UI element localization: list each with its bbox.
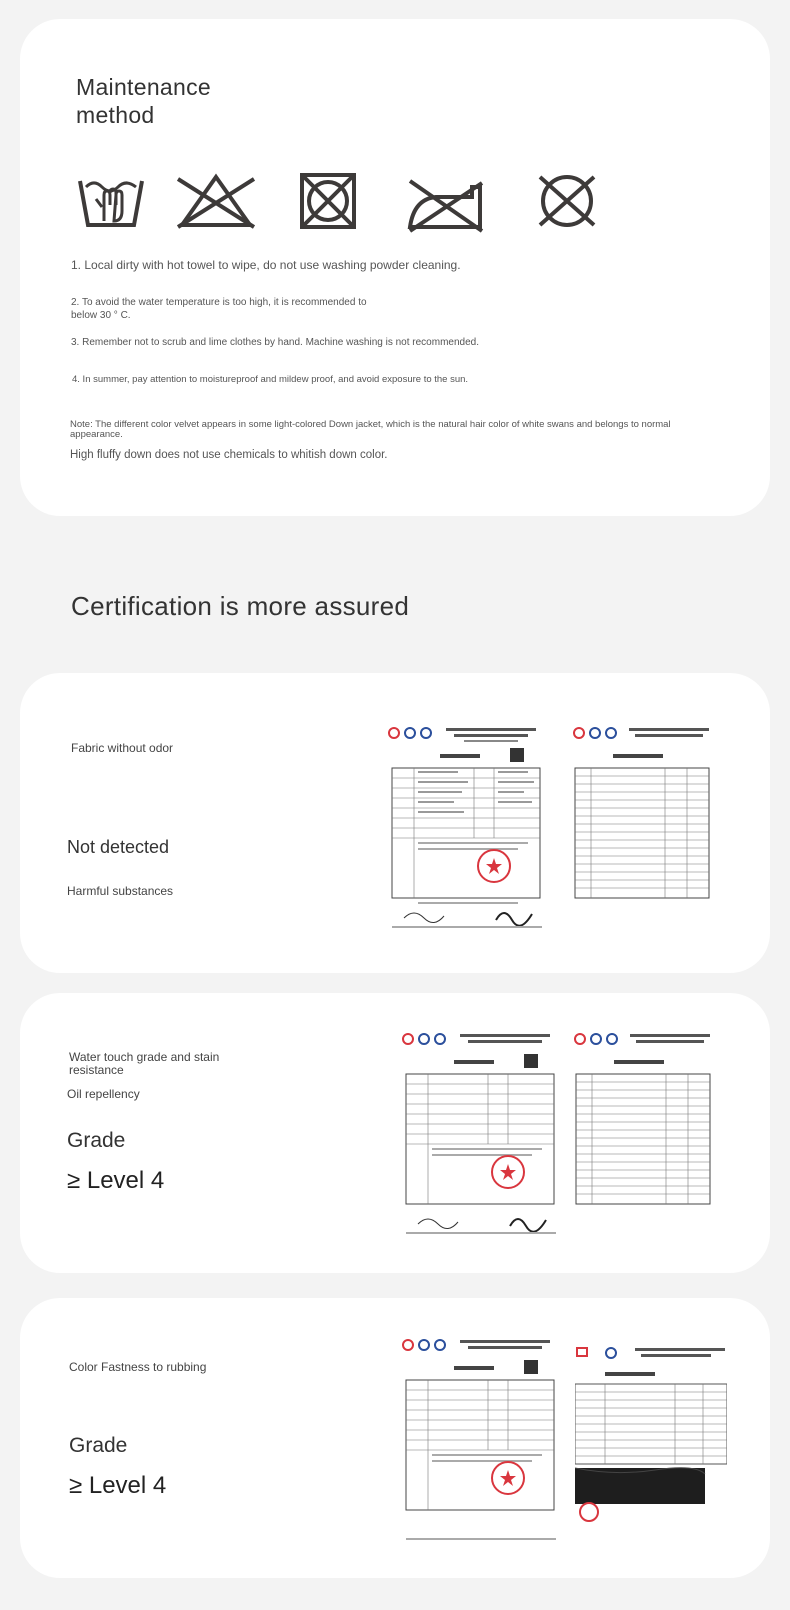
test-report-image	[398, 1030, 564, 1240]
cert-card-water	[20, 993, 770, 1273]
maintenance-note-line3: High fluffy down does not use chemicals to whitish down color.	[70, 449, 388, 461]
rubbing-report-image	[575, 1344, 727, 1524]
cert-card-odor-label: Fabric without odor	[71, 741, 174, 755]
cert-card-rubbing-level: ≥ Level 4	[69, 1472, 167, 1499]
cert-card-rubbing	[20, 1298, 770, 1578]
maintenance-card	[20, 19, 770, 516]
cert-card-water-grade: Grade	[67, 1129, 126, 1152]
no-bleach-icon	[176, 173, 256, 229]
cert-card-odor-value: Not detected	[67, 837, 170, 857]
maintenance-item-1: 1. Local dirty with hot towel to wipe, do not use washing powder cleaning.	[71, 258, 461, 272]
cert-card-water-label-line2: resistance	[69, 1063, 124, 1077]
maintenance-note	[70, 420, 710, 440]
cert-card-water-level: ≥ Level 4	[67, 1167, 165, 1194]
maintenance-item-4: 4. In summer, pay attention to moistureproof and mildew proof, and avoid exposure to the sun.	[72, 374, 469, 385]
no-dry-clean-icon	[536, 171, 598, 231]
test-report-image	[384, 724, 550, 934]
maintenance-item-2-line2: below 30 ° C.	[71, 310, 131, 321]
no-iron-icon	[406, 177, 486, 233]
test-report-appendix-image	[569, 724, 715, 904]
maintenance-item-2-line1: 2. To avoid the water temperature is too high, it is recommended to	[71, 297, 367, 308]
certification-heading: Certification is more assured	[71, 591, 410, 621]
maintenance-note-line1: Note: The different color velvet appears in some light-colored Down jacket, which is the natural hair color of white swans and belongs to normal	[70, 419, 671, 430]
hand-wash-icon	[78, 171, 144, 231]
maintenance-title-line1: Maintenance	[76, 74, 211, 100]
cert-card-water-label2: Oil repellency	[67, 1087, 140, 1101]
no-tumble-dry-icon	[299, 171, 357, 231]
cert-card-rubbing-grade: Grade	[69, 1434, 128, 1457]
cert-card-water-label	[69, 1051, 219, 1077]
test-report-image	[398, 1336, 564, 1546]
maintenance-title	[76, 73, 211, 129]
cert-card-odor-sub: Harmful substances	[67, 884, 174, 898]
maintenance-title-line2: method	[76, 102, 155, 128]
maintenance-note-line2: appearance.	[70, 429, 123, 440]
cert-card-water-label-line1: Water touch grade and stain	[69, 1050, 220, 1064]
cert-card-odor	[20, 673, 770, 973]
test-report-appendix-image	[570, 1030, 716, 1210]
maintenance-item-2	[71, 297, 367, 321]
cert-card-rubbing-label: Color Fastness to rubbing	[69, 1360, 207, 1374]
maintenance-item-3: 3. Remember not to scrub and lime clothes by hand. Machine washing is not recommended.	[71, 337, 479, 348]
